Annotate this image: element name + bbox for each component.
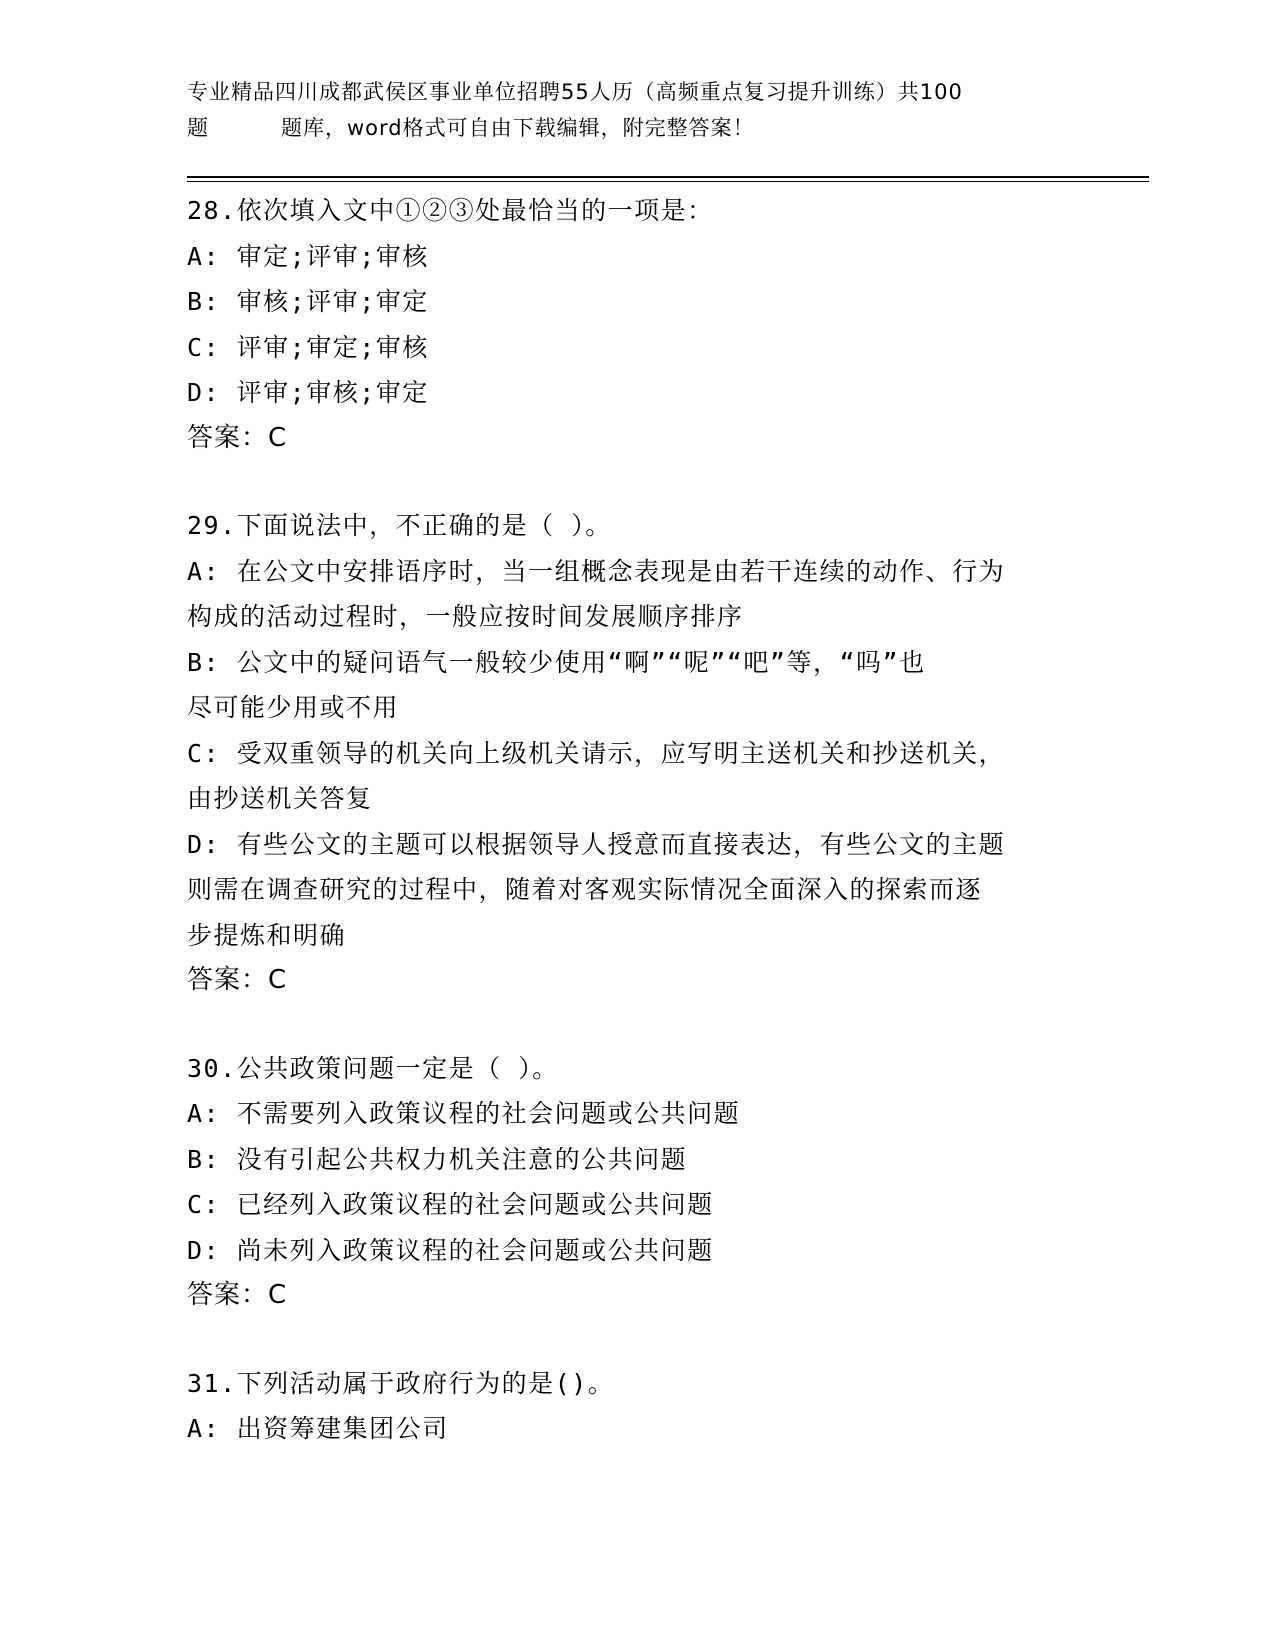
option-b: B: 没有引起公共权力机关注意的公共问题: [187, 1144, 688, 1174]
question-stem: 31.下列活动属于政府行为的是()。: [187, 1368, 615, 1398]
question-28: [187, 188, 1087, 461]
page-header: [187, 74, 1087, 146]
option-a: A: 出资筹建集团公司: [187, 1414, 449, 1443]
option-b: B: 公文中的疑问语气一般较少使用“啊”“呢”“吧”等，“吗”也: [187, 647, 926, 677]
option-c: C: 评审;审定;审核: [187, 332, 429, 362]
question-31: [187, 1361, 1087, 1452]
answer-line: 答案：C: [187, 1280, 288, 1310]
option-c: C: 已经列入政策议程的社会问题或公共问题: [187, 1190, 714, 1219]
option-d: D: 有些公文的主题可以根据领导人授意而直接表达，有些公文的主题: [187, 829, 1006, 859]
option-c-continued: 由抄送机关答复: [187, 784, 373, 813]
option-c: C: 受双重领导的机关向上级机关请示，应写明主送机关和抄送机关，: [187, 738, 1006, 768]
answer-line: 答案：C: [187, 965, 288, 995]
option-d-continued: 则需在调查研究的过程中，随着对客观实际情况全面深入的探索而逐: [187, 875, 983, 904]
header-title-line2: [187, 110, 1087, 146]
question-stem: 29.下面说法中，不正确的是（ ）。: [187, 511, 612, 540]
header-title-line2-left: 题: [187, 116, 209, 140]
question-stem: 28.依次填入文中①②③处最恰当的一项是：: [187, 196, 714, 225]
option-d: D: 尚未列入政策议程的社会问题或公共问题: [187, 1235, 714, 1265]
option-b-continued: 尽可能少用或不用: [187, 693, 400, 722]
option-a: A: 审定;评审;审核: [187, 241, 429, 271]
header-title-line2-right: 题库，word格式可自由下载编辑，附完整答案！: [281, 116, 755, 140]
option-a: A: 在公文中安排语序时，当一组概念表现是由若干连续的动作、行为: [187, 556, 1006, 586]
question-stem: 30.公共政策问题一定是（ ）。: [187, 1053, 559, 1083]
header-title-line1: 专业精品四川成都武侯区事业单位招聘55人历（高频重点复习提升训练）共100: [187, 80, 963, 104]
answer-line: 答案：C: [187, 422, 288, 453]
option-b: B: 审核;评审;审定: [187, 287, 429, 316]
option-a-continued: 构成的活动过程时，一般应按时间发展顺序排序: [187, 602, 744, 631]
option-d: D: 评审;审核;审定: [187, 378, 429, 407]
option-d-continued-2: 步提炼和明确: [187, 920, 347, 950]
question-30: [187, 1046, 1087, 1319]
option-a: A: 不需要列入政策议程的社会问题或公共问题: [187, 1099, 741, 1128]
question-list: [187, 188, 1087, 1494]
header-divider-thin: [187, 181, 1149, 182]
question-29: [187, 503, 1087, 1004]
header-divider-thick: [187, 176, 1149, 178]
